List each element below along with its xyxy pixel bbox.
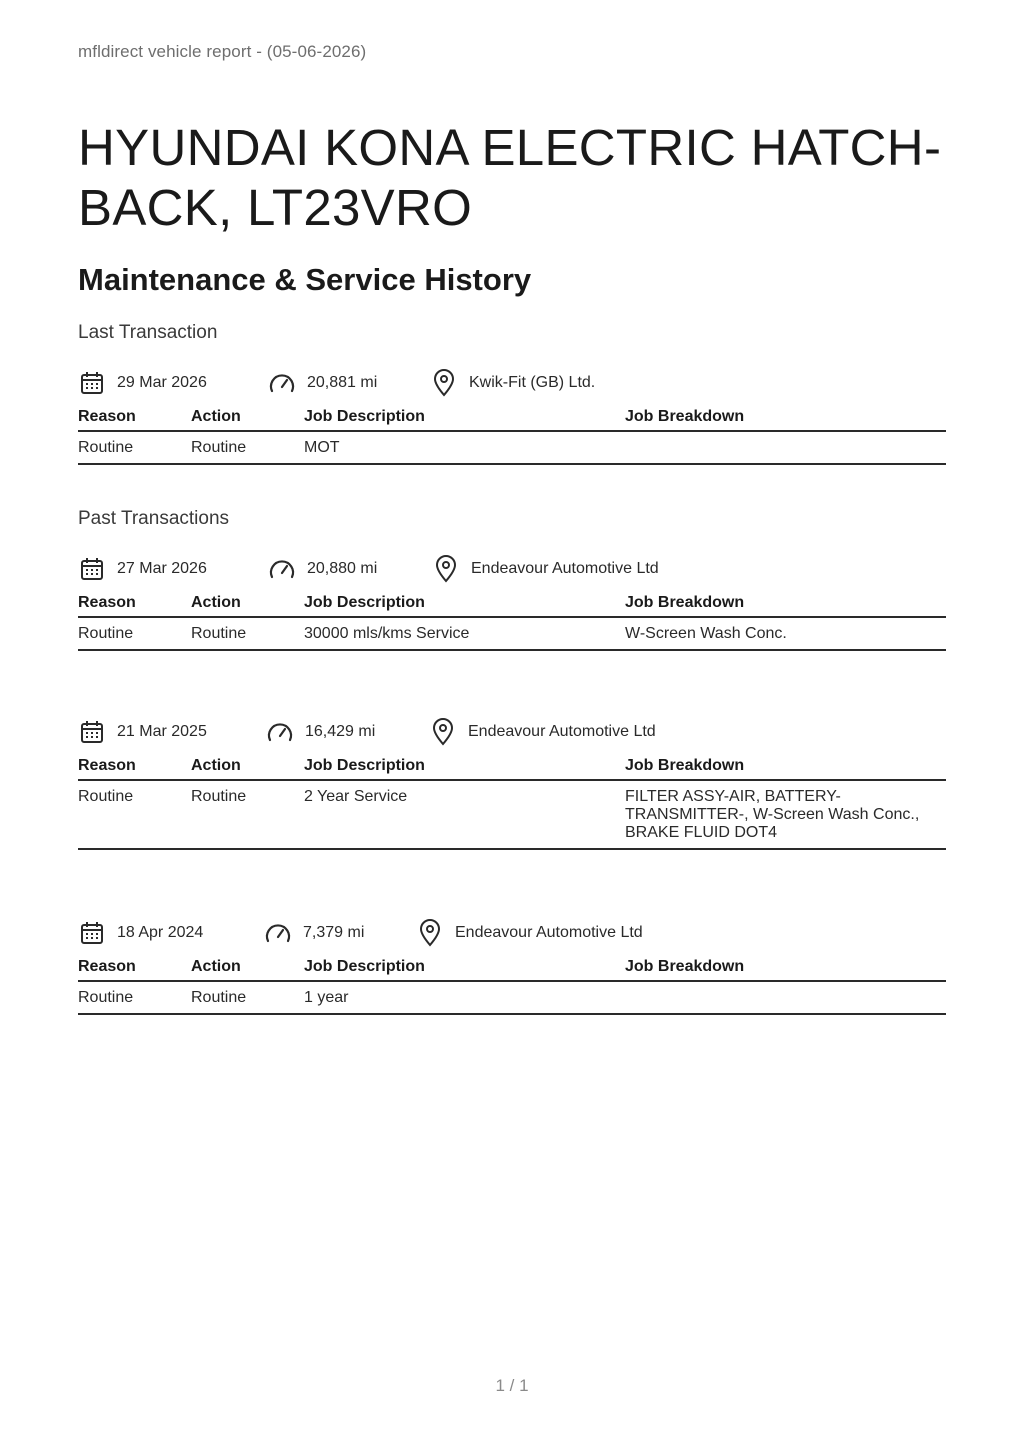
cell-job-breakdown bbox=[625, 981, 946, 1014]
column-header-job-description: Job Description bbox=[304, 757, 625, 780]
column-header-action: Action bbox=[191, 958, 304, 981]
cell-job-description: MOT bbox=[304, 431, 625, 464]
transaction-location bbox=[429, 717, 656, 747]
map-pin-icon bbox=[432, 555, 460, 583]
cell-action: Routine bbox=[191, 780, 304, 849]
job-table bbox=[78, 408, 946, 465]
column-header-job-breakdown: Job Breakdown bbox=[625, 757, 946, 780]
report-header: mfldirect vehicle report - (05-06-2026) bbox=[78, 42, 367, 61]
page-indicator: 1 / 1 bbox=[495, 1376, 529, 1395]
job-table bbox=[78, 958, 946, 1015]
map-pin-icon bbox=[429, 718, 457, 746]
transaction-mileage bbox=[268, 368, 377, 398]
transaction-mileage-text: 16,429 mi bbox=[305, 723, 376, 740]
column-header-reason: Reason bbox=[78, 408, 191, 431]
table-row bbox=[78, 617, 946, 650]
transaction-meta bbox=[78, 554, 946, 588]
transaction-card bbox=[78, 368, 946, 465]
last-transaction-heading: Last Transaction bbox=[78, 322, 218, 343]
column-header-job-description: Job Description bbox=[304, 594, 625, 617]
column-header-job-breakdown: Job Breakdown bbox=[625, 594, 946, 617]
transaction-date bbox=[78, 368, 207, 398]
transaction-mileage bbox=[266, 717, 375, 747]
column-header-action: Action bbox=[191, 757, 304, 780]
cell-action: Routine bbox=[191, 431, 304, 464]
column-header-job-description: Job Description bbox=[304, 958, 625, 981]
cell-job-description: 2 Year Service bbox=[304, 780, 625, 849]
column-header-action: Action bbox=[191, 594, 304, 617]
calendar-icon bbox=[78, 919, 106, 947]
speedometer-icon bbox=[268, 555, 296, 583]
cell-reason: Routine bbox=[78, 617, 191, 650]
cell-job-description: 1 year bbox=[304, 981, 625, 1014]
transaction-card bbox=[78, 918, 946, 1015]
cell-job-breakdown: FILTER ASSY-AIR, BATTERY-TRANSMITTER-, W-Screen Wash Conc., BRAKE FLUID DOT4 bbox=[625, 780, 946, 849]
calendar-icon bbox=[78, 555, 106, 583]
map-pin-icon bbox=[430, 369, 458, 397]
calendar-icon bbox=[78, 718, 106, 746]
transaction-meta bbox=[78, 368, 946, 402]
transaction-date-text: 18 Apr 2024 bbox=[117, 924, 204, 941]
transaction-mileage bbox=[264, 918, 364, 948]
speedometer-icon bbox=[268, 369, 296, 397]
past-transactions-heading: Past Transactions bbox=[78, 508, 230, 529]
column-header-job-breakdown: Job Breakdown bbox=[625, 408, 946, 431]
transaction-date-text: 21 Mar 2025 bbox=[117, 723, 207, 740]
job-table-header bbox=[78, 757, 946, 780]
job-table bbox=[78, 594, 946, 651]
transaction-location bbox=[430, 368, 595, 398]
cell-reason: Routine bbox=[78, 431, 191, 464]
column-header-action: Action bbox=[191, 408, 304, 431]
cell-reason: Routine bbox=[78, 780, 191, 849]
transaction-date bbox=[78, 554, 207, 584]
transaction-date bbox=[78, 717, 207, 747]
speedometer-icon bbox=[266, 718, 294, 746]
transaction-garage-text: Endeavour Automotive Ltd bbox=[471, 560, 659, 577]
table-row bbox=[78, 431, 946, 464]
vehicle-title: HYUNDAI KONA ELECTRIC HATCH-BACK, LT23VRO bbox=[78, 119, 942, 236]
cell-action: Routine bbox=[191, 981, 304, 1014]
cell-reason: Routine bbox=[78, 981, 191, 1014]
speedometer-icon bbox=[264, 919, 292, 947]
transaction-mileage-text: 20,881 mi bbox=[307, 374, 378, 391]
column-header-reason: Reason bbox=[78, 958, 191, 981]
transaction-location bbox=[432, 554, 659, 584]
cell-job-breakdown bbox=[625, 431, 946, 464]
job-table-header bbox=[78, 408, 946, 431]
table-row bbox=[78, 780, 946, 849]
column-header-job-description: Job Description bbox=[304, 408, 625, 431]
column-header-job-breakdown: Job Breakdown bbox=[625, 958, 946, 981]
calendar-icon bbox=[78, 369, 106, 397]
transaction-date bbox=[78, 918, 203, 948]
transaction-garage-text: Endeavour Automotive Ltd bbox=[455, 924, 643, 941]
transaction-date-text: 29 Mar 2026 bbox=[117, 374, 207, 391]
column-header-reason: Reason bbox=[78, 594, 191, 617]
transaction-mileage bbox=[268, 554, 377, 584]
transaction-card bbox=[78, 717, 946, 850]
transaction-mileage-text: 7,379 mi bbox=[303, 924, 365, 941]
section-title: Maintenance & Service History bbox=[78, 262, 532, 297]
transaction-location bbox=[416, 918, 643, 948]
column-header-reason: Reason bbox=[78, 757, 191, 780]
transaction-garage-text: Kwik-Fit (GB) Ltd. bbox=[469, 374, 596, 391]
cell-action: Routine bbox=[191, 617, 304, 650]
map-pin-icon bbox=[416, 919, 444, 947]
job-table-header bbox=[78, 594, 946, 617]
job-table-header bbox=[78, 958, 946, 981]
transaction-mileage-text: 20,880 mi bbox=[307, 560, 378, 577]
transaction-card bbox=[78, 554, 946, 651]
cell-job-description: 30000 mls/kms Service bbox=[304, 617, 625, 650]
transaction-date-text: 27 Mar 2026 bbox=[117, 560, 207, 577]
table-row bbox=[78, 981, 946, 1014]
transaction-meta bbox=[78, 918, 946, 952]
transaction-meta bbox=[78, 717, 946, 751]
transaction-garage-text: Endeavour Automotive Ltd bbox=[468, 723, 656, 740]
job-table bbox=[78, 757, 946, 850]
cell-job-breakdown: W-Screen Wash Conc. bbox=[625, 617, 946, 650]
